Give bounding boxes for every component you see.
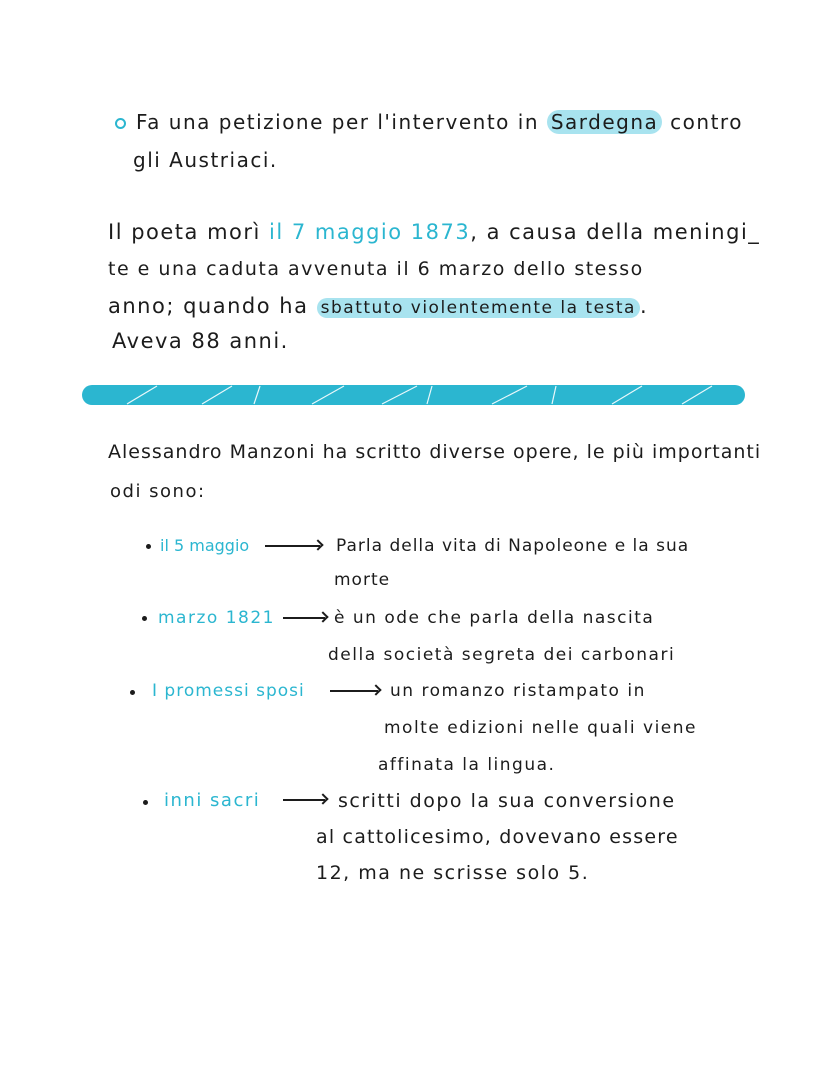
bullet-dot xyxy=(146,544,151,549)
arrow-icon xyxy=(330,690,378,692)
works-intro-line-1: Alessandro Manzoni ha scritto diverse opere, le più importanti xyxy=(108,441,762,463)
work-desc-2-1: è un ode che parla della nascita xyxy=(334,608,655,628)
work-desc-3-2: molte edizioni nelle quali viene xyxy=(384,718,697,738)
bullet-dot xyxy=(130,690,135,695)
death-text-b: , a causa della meningi_ xyxy=(470,220,761,244)
intro-text-a: Fa una petizione per l'intervento in xyxy=(136,110,539,134)
work-desc-1-1: Parla della vita di Napoleone e la sua xyxy=(336,536,690,556)
intro-text-b: contro xyxy=(670,110,743,134)
work-desc-3-1: un romanzo ristampato in xyxy=(390,681,646,701)
work-desc-2-2: della società segreta dei carbonari xyxy=(328,645,676,665)
section-divider xyxy=(82,385,745,405)
intro-line-1 xyxy=(115,108,743,136)
works-intro-line-2: odi sono: xyxy=(110,481,206,502)
death-line-1 xyxy=(108,218,760,246)
death-line-2: te e una caduta avvenuta il 6 marzo dello stesso xyxy=(108,258,644,280)
work-title-1: il 5 maggio xyxy=(160,536,250,555)
work-desc-1-2: morte xyxy=(334,570,391,590)
work-desc-4-1: scritti dopo la sua conversione xyxy=(338,790,676,812)
intro-line-2: gli Austriaci. xyxy=(133,148,278,172)
work-title-2: marzo 1821 xyxy=(158,608,275,628)
death-line-4: Aveva 88 anni. xyxy=(112,329,289,353)
highlight-sardegna: Sardegna xyxy=(547,110,662,134)
hollow-bullet-icon xyxy=(115,118,126,129)
death-text-d: . xyxy=(639,294,649,318)
arrow-icon xyxy=(283,617,325,619)
death-text-a: Il poeta morì xyxy=(108,220,261,244)
work-title-3: I promessi sposi xyxy=(152,681,305,701)
arrow-icon xyxy=(265,545,320,547)
death-line-3 xyxy=(108,292,648,322)
highlight-testa: sbattuto violentemente la testa xyxy=(317,298,640,318)
death-text-c: anno; quando ha xyxy=(108,294,309,318)
work-desc-3-3: affinata la lingua. xyxy=(378,755,556,775)
death-date: il 7 maggio 1873 xyxy=(269,220,471,244)
work-desc-4-3: 12, ma ne scrisse solo 5. xyxy=(316,862,590,884)
bullet-dot xyxy=(142,616,147,621)
arrow-icon xyxy=(283,799,325,801)
work-desc-4-2: al cattolicesimo, dovevano essere xyxy=(316,826,679,848)
bullet-dot xyxy=(143,800,148,805)
work-title-4: inni sacri xyxy=(164,790,261,811)
